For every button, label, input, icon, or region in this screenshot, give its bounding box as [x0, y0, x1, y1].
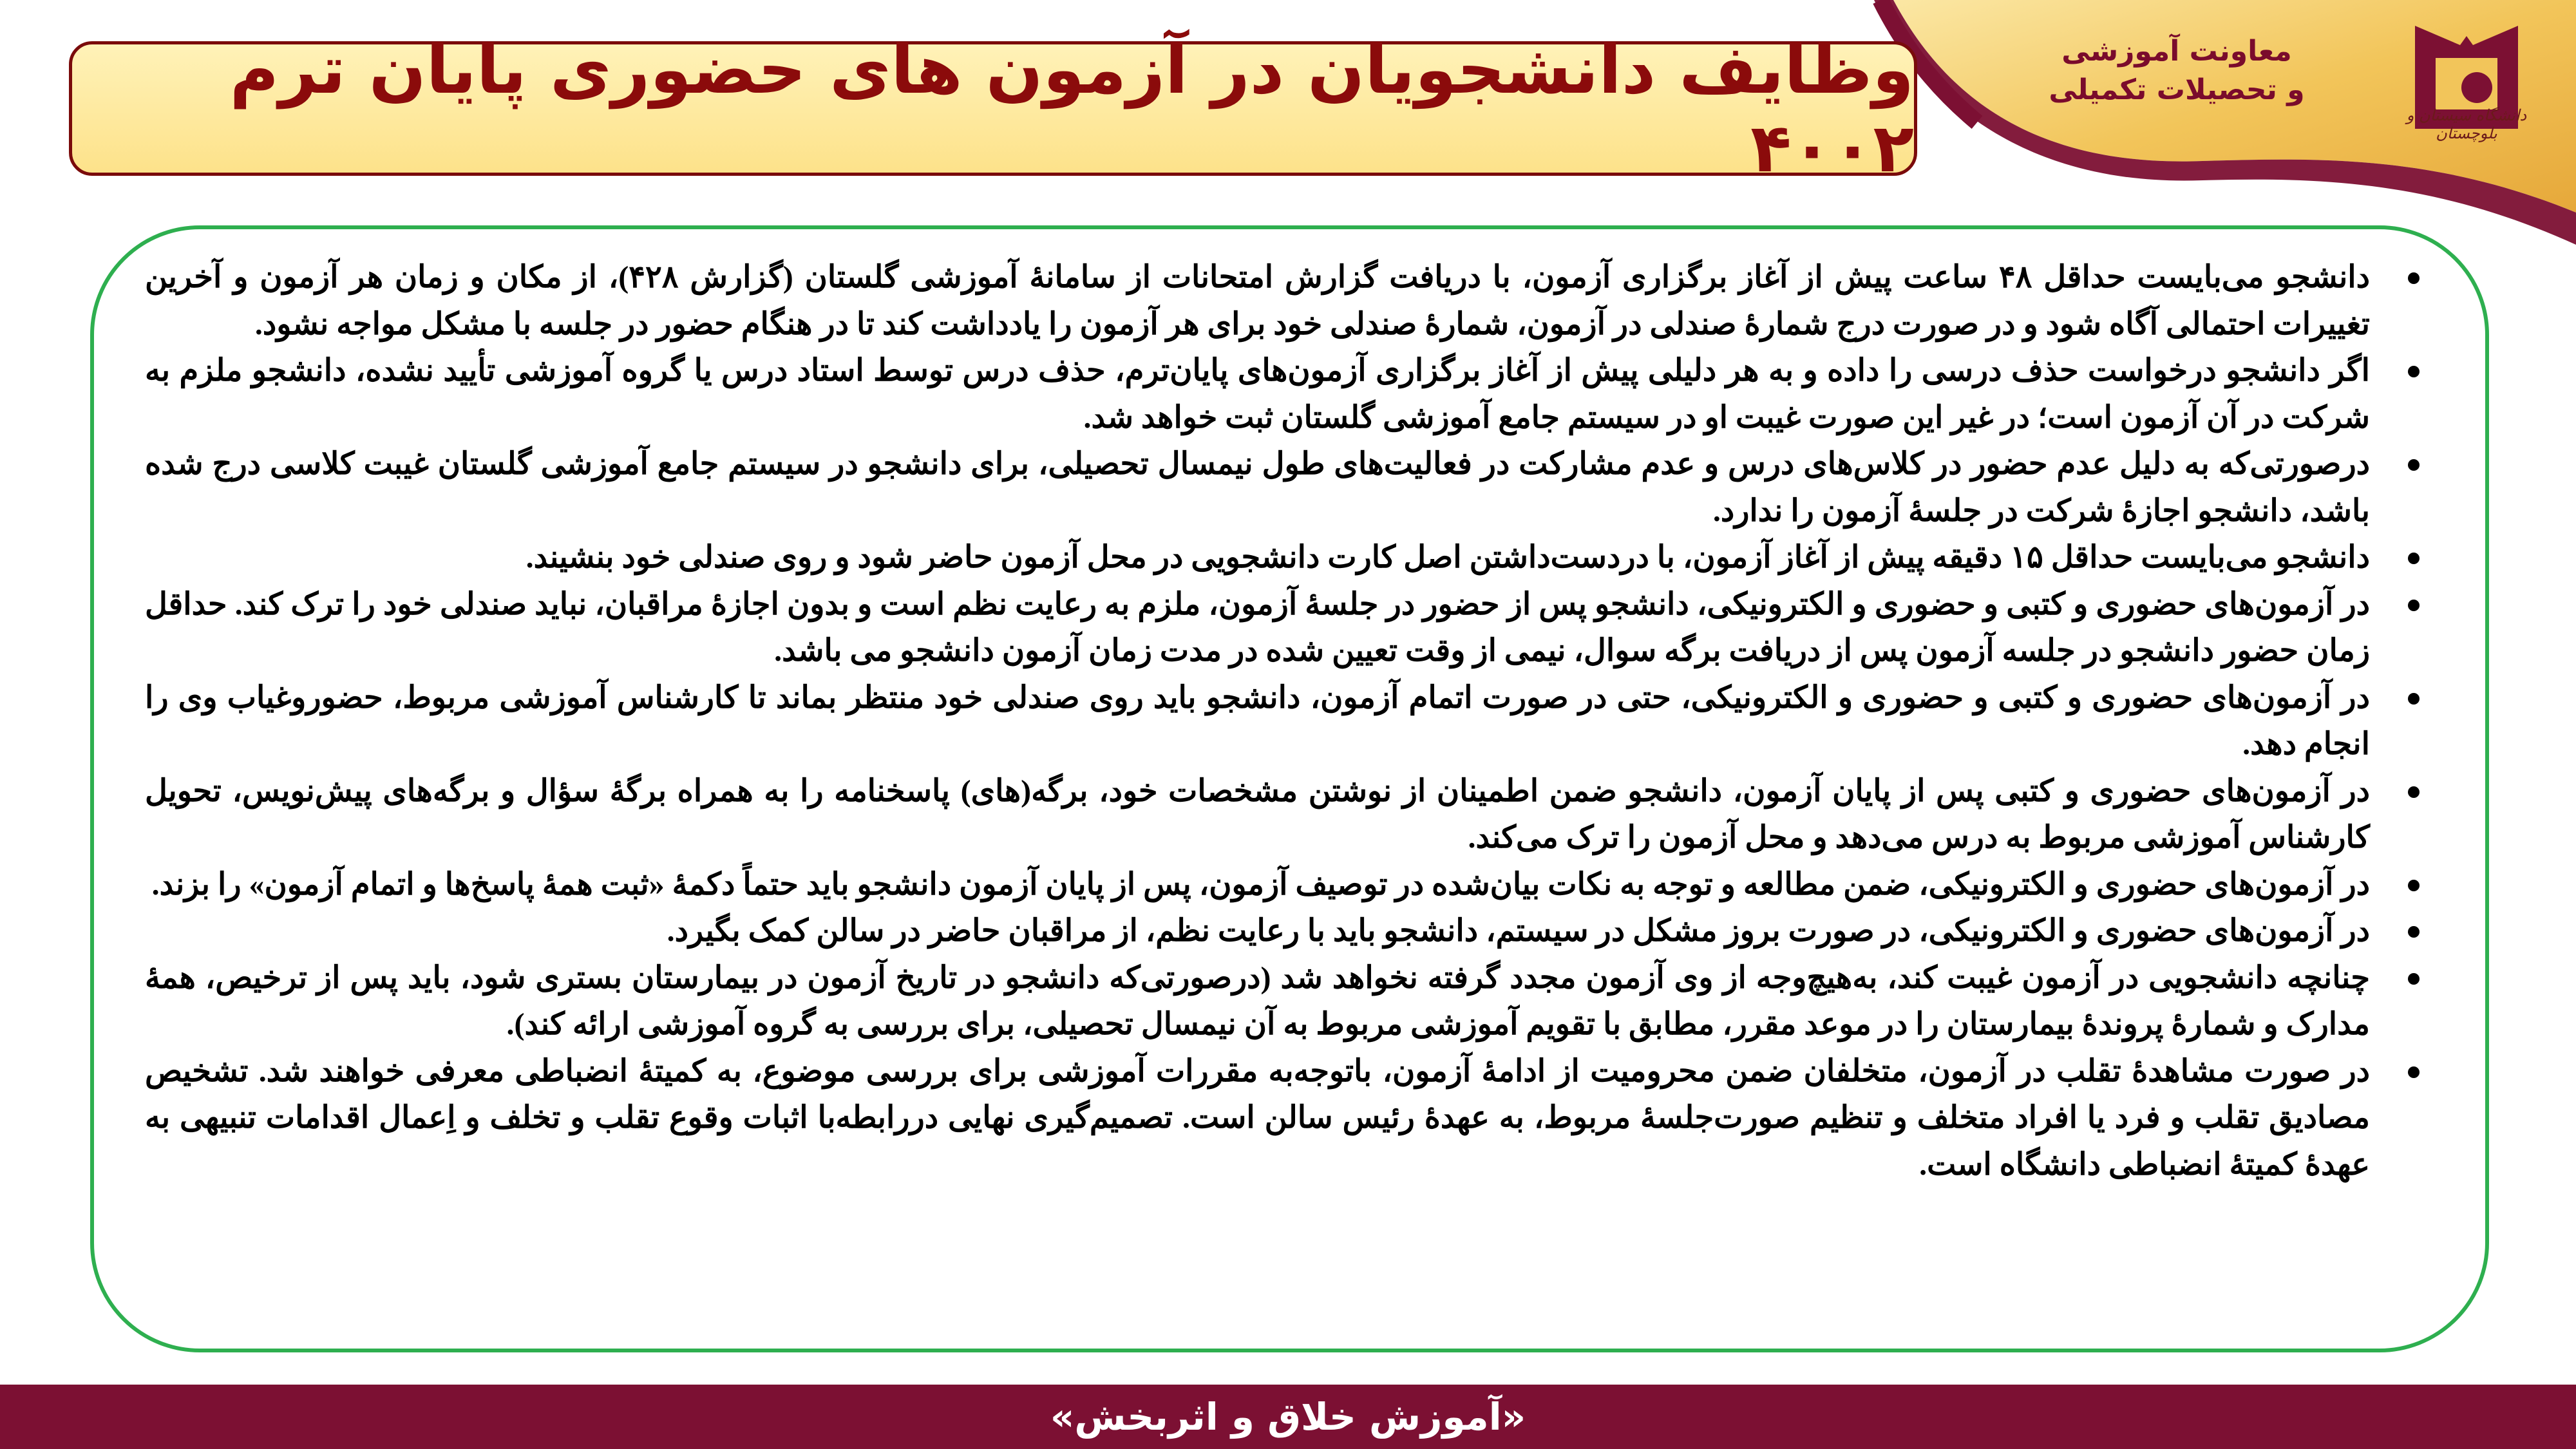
list-item [145, 582, 2431, 675]
bullet-icon [2408, 272, 2420, 284]
brand-line-2: و تحصیلات تکمیلی [2049, 73, 2305, 106]
rule-text: اگر دانشجو درخواست حذف درسی را داده و به هر دلیلی پیش از آغاز برگزاری آزمون‌های پایان‌ترم، حذف درس توسط استاد درس یا گروه آموزشی تأیید نشده، دانشجو ملزم به شرکت در آن آزمون است؛ در غیر این صورت غیبت او در سیستم جامع آموزشی گلستان ثبت خواهد شد. [145, 354, 2371, 435]
brand-line-1: معاونت آموزشی [2061, 35, 2292, 68]
brand-text [2048, 32, 2306, 109]
list-item [145, 254, 2431, 348]
rule-text: در آزمون‌های حضوری و کتبی و حضوری و الکترونیکی، دانشجو پس از حضور در جلسهٔ آزمون، ملزم به رعایت نظم است و بدون اجازهٔ مراقبان، نباید صندلی خود را ترک کند. حداقل زمان حضور دانشجو در جلسه آزمون پس از دریافت برگه سوال، نیمی از وقت تعیین شده در مدت زمان آزمون دانشجو می باشد. [145, 587, 2370, 668]
footer-bar [0, 1385, 2576, 1449]
rule-text: درصورتی‌که به دلیل عدم حضور در کلاس‌های درس و عدم مشارکت در فعالیت‌های طول نیمسال تحصیلی، برای دانشجو در سیستم جامع آموزشی گلستان غیبت کلاسی درج شده باشد، دانشجو اجازهٔ شرکت در جلسهٔ آزمون را ندارد. [145, 447, 2370, 528]
bullet-icon [2408, 1066, 2420, 1078]
rule-text: دانشجو می‌بایست حداقل ۱۵ دقیقه پیش از آغاز آزمون، با دردست‌داشتن اصل کارت دانشجویی در محل آزمون حاضر شود و روی صندلی خود بنشیند. [526, 540, 2370, 574]
logo-caption: دانشگاه سیستان و بلوچستان [2406, 106, 2527, 142]
bullet-icon [2408, 459, 2420, 471]
rule-text: در آزمون‌های حضوری و کتبی پس از پایان آزمون، دانشجو ضمن اطمینان از نوشتن مشخصات خود، برگه(های) پاسخنامه را به همراه برگهٔ سؤال و برگه‌های پیش‌نویس، تحویل کارشناس آموزشی مربوط به درس می‌دهد و محل آزمون را ترک می‌کند. [145, 773, 2371, 855]
bullet-icon [2408, 553, 2420, 564]
list-item [145, 768, 2431, 862]
list-item [145, 535, 2431, 582]
rule-text: در صورت مشاهدهٔ تقلب در آزمون، متخلفان ضمن محرومیت از ادامهٔ آزمون، باتوجه‌به مقررات آموزشی برای بررسی موضوع، به کمیتهٔ انضباطی معرفی خواهند شد. تشخیص مصادیق تقلب و فرد یا افراد متخلف و تنظیم صورت‌جلسهٔ مربوط، به عهدهٔ رئیس سالن است. تصمیم‌گیری نهایی دررابطه‌با اثبات وقوع تقلب و تخلف و اِعمال اقدامات تنبیهی به عهدهٔ کمیتهٔ انضباطی دانشگاه است. [145, 1054, 2370, 1182]
bullet-icon [2408, 926, 2420, 938]
list-item [145, 675, 2431, 768]
bullet-icon [2408, 973, 2420, 985]
bullet-icon [2408, 366, 2420, 377]
list-item [145, 862, 2431, 909]
bullet-icon [2408, 880, 2420, 891]
list-item [145, 908, 2431, 955]
list-item [145, 955, 2431, 1048]
rule-text: چنانچه دانشجویی در آزمون غیبت کند، به‌هیچ‌وجه از وی آزمون مجدد گرفته نخواهد شد (درصورتی‌که دانشجو در تاریخ آزمون در بیمارستان بستری شود، باید پس از ترخیص، همهٔ مدارک و شمارهٔ پروندهٔ بیمارستان را در موعد مقرر، مطابق با تقویم آموزشی مربوط به آن نیمسال تحصیلی، برای بررسی به گروه آموزشی ارائه کند). [145, 960, 2371, 1041]
bullet-icon [2408, 693, 2420, 705]
list-item [145, 1048, 2431, 1189]
rule-text: در آزمون‌های حضوری و کتبی و حضوری و الکترونیکی، حتی در صورت اتمام آزمون، دانشجو باید روی صندلی خود منتظر بماند تا کارشناس آموزشی مربوط، حضوروغیاب وی را انجام دهد. [145, 680, 2370, 761]
list-item [145, 441, 2431, 535]
title-banner [69, 30, 1917, 187]
footer-slogan: «آموزش خلاق و اثربخش» [1050, 1395, 1526, 1439]
bullet-icon [2408, 600, 2420, 611]
bullet-icon [2408, 786, 2420, 798]
page-title: وظایف دانشجویان در آزمون های حضوری پایان ترم ۴۰۰۲ [229, 30, 1914, 187]
rules-list [145, 254, 2431, 1188]
list-item [145, 348, 2431, 441]
rule-text: در آزمون‌های حضوری و الکترونیکی، در صورت بروز مشکل در سیستم، دانشجو باید با رعایت نظم، از مراقبان حاضر در سالن کمک بگیرد. [667, 914, 2370, 948]
rule-text: در آزمون‌های حضوری و الکترونیکی، ضمن مطالعه و توجه به نکات بیان‌شده در توصیف آزمون، پس از پایان آزمون دانشجو باید حتماً دکمهٔ «ثبت همهٔ پاسخ‌ها و اتمام آزمون» را بزند. [151, 867, 2370, 902]
rule-text: دانشجو می‌بایست حداقل ۴۸ ساعت پیش از آغاز برگزاری آزمون، با دریافت گزارش امتحانات از سامانهٔ آموزشی گلستان (گزارش ۴۲۸)، از مکان و زمان هر آزمون و آخرین تغییرات احتمالی آگاه شود و در صورت درج شمارهٔ صندلی در آزمون، شمارهٔ صندلی خود برای هر آزمون را یادداشت کند تا در هنگام حضور در جلسه با مشکل مواجه نشود. [145, 260, 2371, 341]
